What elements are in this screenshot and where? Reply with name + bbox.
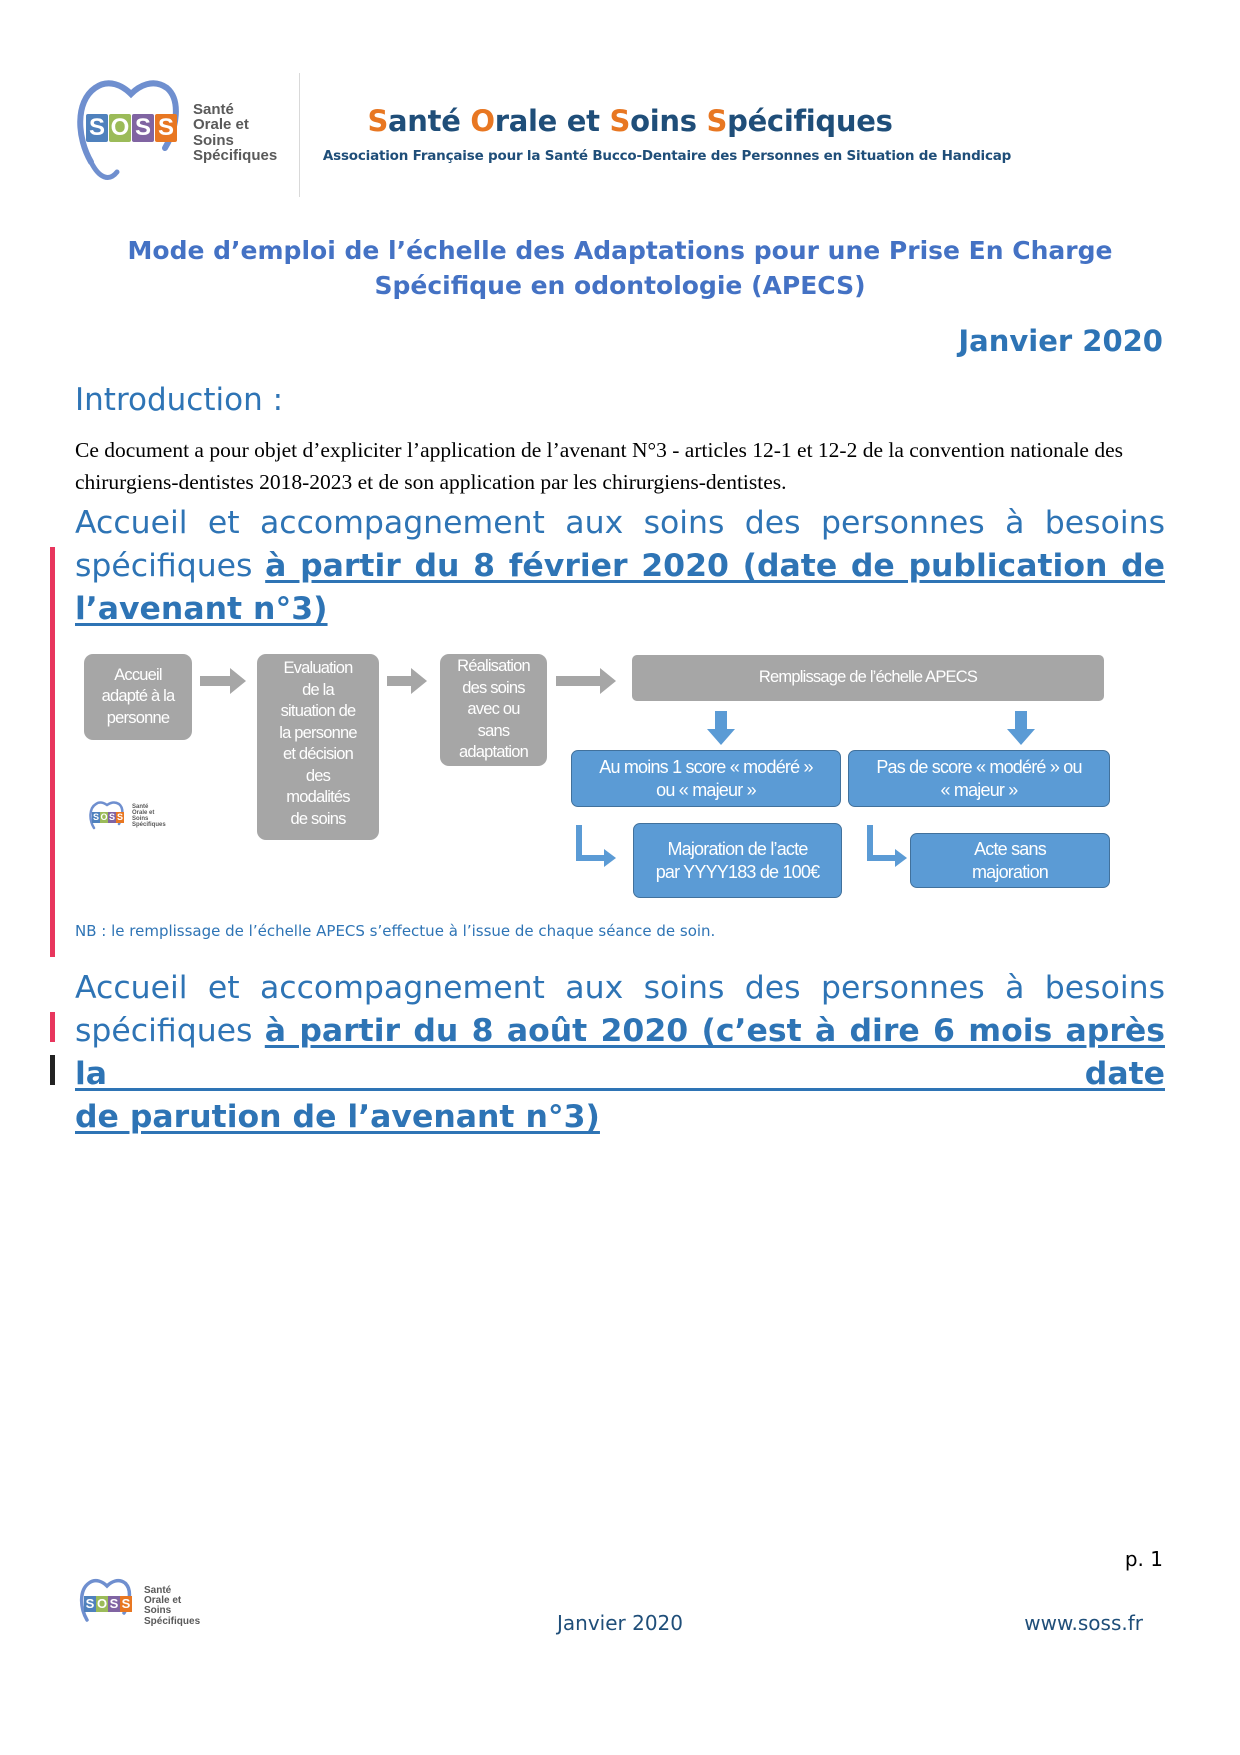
intro-heading: Introduction : bbox=[75, 382, 284, 418]
flow-result-majoration bbox=[633, 823, 842, 898]
flow-step-evaluation bbox=[257, 654, 379, 840]
logo-word: Orale et bbox=[144, 1595, 182, 1607]
section-2-line2 bbox=[75, 1010, 1165, 1096]
flow-text: des bbox=[305, 766, 331, 785]
flow-branch-score-modere bbox=[571, 750, 841, 807]
section-1-prefix: spécifiques bbox=[75, 548, 266, 584]
org-title-part: anté bbox=[388, 104, 471, 138]
logo-word-orale: Orale et bbox=[193, 116, 249, 134]
flow-text: la personne bbox=[279, 723, 357, 742]
section-1-line3 bbox=[75, 588, 1165, 631]
logo-letters bbox=[92, 812, 124, 823]
logo-word: Orale et bbox=[132, 810, 155, 817]
logo-word: Santé bbox=[132, 804, 149, 810]
flow-branch-pas-de-score bbox=[848, 750, 1110, 807]
change-bar bbox=[50, 1055, 55, 1085]
arrow-bent-right-icon bbox=[867, 825, 907, 869]
org-title-part: O bbox=[470, 104, 495, 138]
flow-result-sans-majoration bbox=[910, 833, 1110, 888]
org-title-part: S bbox=[706, 104, 728, 138]
nb-note: NB : le remplissage de l’échelle APECS s’effectue à l’issue de chaque séance de soin. bbox=[75, 922, 716, 940]
org-title-part: oins bbox=[630, 104, 707, 138]
logo-word: Soins bbox=[144, 1605, 172, 1617]
flow-text: Au moins 1 score « modéré » bbox=[599, 756, 813, 777]
org-subtitle: Association Française pour la Santé Bucco-Dentaire des Personnes en Situation de Handicap bbox=[322, 148, 1012, 164]
logo-words bbox=[132, 804, 166, 828]
arrow-right-icon bbox=[200, 668, 246, 694]
flow-text: modalités bbox=[286, 788, 350, 806]
flow-text: majoration bbox=[971, 861, 1049, 882]
logo-word-sante: Santé bbox=[193, 101, 234, 118]
document-title-line2: Spécifique en odontologie (APECS) bbox=[374, 271, 866, 300]
logo-letter-o: O bbox=[96, 1596, 108, 1611]
flow-text: Pas de score « modéré » ou bbox=[876, 756, 1082, 777]
flow-step-realisation bbox=[440, 654, 547, 766]
logo-letter-s1: S bbox=[85, 1596, 95, 1611]
section-1-highlight: à partir du 8 février 2020 (date de publication de bbox=[265, 548, 1165, 584]
section-1-line2 bbox=[75, 545, 1165, 588]
section-2-prefix: spécifiques bbox=[75, 1013, 265, 1049]
flow-text: Majoration de l’acte bbox=[667, 838, 808, 859]
flowchart-logo bbox=[88, 800, 188, 840]
section-1-line1: Accueil et accompagnement aux soins des personnes à besoins bbox=[75, 505, 1165, 541]
flow-text: personne bbox=[106, 708, 170, 727]
logo-letters bbox=[86, 114, 177, 142]
org-title bbox=[330, 104, 930, 138]
footer-url[interactable]: www.soss.fr bbox=[1024, 1611, 1143, 1635]
change-bar bbox=[50, 547, 55, 957]
document-date: Janvier 2020 bbox=[958, 324, 1163, 358]
document-title bbox=[120, 233, 1120, 303]
flow-text: Accueil bbox=[114, 665, 162, 684]
section-heading-2 bbox=[75, 967, 1165, 1139]
flow-step-accueil bbox=[84, 654, 192, 740]
flow-text: de la bbox=[302, 680, 334, 699]
flow-text: adaptation bbox=[458, 743, 529, 762]
org-title-part: rale et bbox=[494, 104, 610, 138]
flow-text: par YYYY183 de 100€ bbox=[655, 861, 820, 882]
section-heading-1 bbox=[75, 502, 1165, 631]
section-2-line1: Accueil et accompagnement aux soins des personnes à besoins bbox=[75, 970, 1165, 1006]
logo-word: Spécifiques bbox=[144, 1615, 201, 1627]
arrow-right-icon bbox=[556, 668, 616, 694]
arrow-down-icon bbox=[707, 711, 735, 745]
logo-letter-s3: S bbox=[121, 1596, 131, 1611]
section-2-line3 bbox=[75, 1096, 1165, 1139]
footer-date: Janvier 2020 bbox=[556, 1611, 683, 1635]
logo-letter-s3: S bbox=[116, 812, 123, 822]
logo-letter-s3: S bbox=[155, 114, 177, 142]
logo-word-soins: Soins bbox=[193, 131, 234, 149]
flow-step-remplissage bbox=[632, 655, 1104, 701]
change-bar bbox=[50, 1012, 55, 1042]
logo-letter-s1: S bbox=[86, 114, 108, 142]
logo-letter-s1: S bbox=[92, 812, 99, 822]
logo-letter-o: O bbox=[100, 812, 108, 822]
flow-text: situation de bbox=[280, 702, 356, 720]
flow-text: des soins bbox=[462, 678, 525, 697]
section-1-highlight-end: l’avenant n°3) bbox=[75, 591, 328, 627]
flow-text: adapté à la bbox=[101, 687, 175, 706]
logo-word: Soins bbox=[132, 816, 149, 823]
flow-text: « majeur » bbox=[940, 779, 1018, 800]
flow-text: Acte sans bbox=[974, 838, 1046, 859]
logo-words bbox=[193, 102, 277, 163]
org-title-part: S bbox=[609, 104, 631, 138]
document-title-line1: Mode d’emploi de l’échelle des Adaptations pour une Prise En Charge bbox=[127, 236, 1113, 265]
org-title-part: pécifiques bbox=[727, 104, 893, 138]
logo-letter-s2: S bbox=[132, 114, 154, 142]
logo-word: Spécifiques bbox=[132, 822, 166, 829]
flow-text: Evaluation bbox=[283, 659, 353, 677]
arrow-bent-right-icon bbox=[576, 825, 616, 869]
logo-letters bbox=[84, 1596, 132, 1612]
flow-text: avec ou bbox=[467, 700, 520, 719]
flow-text: Réalisation bbox=[457, 657, 530, 676]
header-logo bbox=[73, 78, 303, 188]
logo-word-specifiques: Spécifiques bbox=[193, 146, 278, 164]
logo-letter-s2: S bbox=[108, 812, 115, 822]
org-title-part: S bbox=[367, 104, 389, 138]
intro-text: Ce document a pour objet d’expliciter l’application de l’avenant N°3 - articles 12-1 et 12-2 de la convention nationale des chirurgiens-dentistes 2018-2023 et de son application par les chirurgiens-dentistes. bbox=[75, 438, 1123, 494]
flow-text: Remplissage de l’échelle APECS bbox=[758, 668, 978, 687]
logo-word: Santé bbox=[144, 1585, 172, 1596]
page-number: p. 1 bbox=[1124, 1547, 1163, 1571]
logo-letter-o: O bbox=[110, 114, 130, 141]
flow-text: ou « majeur » bbox=[656, 779, 756, 800]
arrow-right-icon bbox=[387, 668, 427, 694]
flow-text: sans bbox=[477, 721, 510, 740]
section-2-highlight-end: de parution de l’avenant n°3) bbox=[75, 1099, 600, 1135]
flow-text: de soins bbox=[290, 809, 346, 828]
section-2-highlight: à partir du 8 août 2020 (c’est à dire 6 mois après la date bbox=[75, 1013, 1165, 1092]
flow-text: et décision bbox=[282, 745, 354, 763]
arrow-down-icon bbox=[1007, 711, 1035, 745]
header-divider bbox=[299, 73, 300, 197]
logo-letter-s2: S bbox=[109, 1596, 119, 1611]
